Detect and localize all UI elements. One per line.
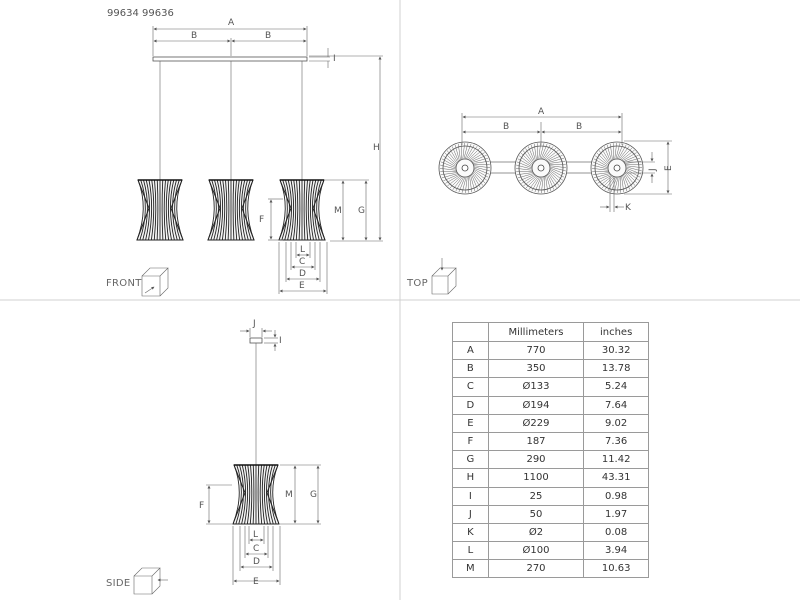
dim-label-A-front: A <box>228 18 235 28</box>
top-view-label: TOP <box>407 278 428 289</box>
table-cell-in: 30.32 <box>584 342 649 360</box>
table-row <box>453 469 649 487</box>
table-header-dim <box>453 323 489 342</box>
dim-label-D-front: D <box>299 269 306 279</box>
dim-label-E-side: E <box>253 577 259 587</box>
table-row <box>453 432 649 450</box>
dim-label-I-front: I <box>333 54 336 64</box>
table-row <box>453 505 649 523</box>
table-cell-dim: L <box>453 542 489 560</box>
dim-label-K-top: K <box>625 203 631 213</box>
table-cell-dim: E <box>453 414 489 432</box>
front-view-cube-icon <box>142 268 168 296</box>
table-cell-dim: C <box>453 378 489 396</box>
table-cell-mm: 1100 <box>488 469 584 487</box>
top-view <box>406 107 674 294</box>
table-cell-in: 0.98 <box>584 487 649 505</box>
table-row <box>453 360 649 378</box>
table-cell-dim: I <box>453 487 489 505</box>
dim-label-F-side: F <box>199 501 205 511</box>
table-row <box>453 523 649 541</box>
table-cell-dim: B <box>453 360 489 378</box>
model-numbers: 99634 99636 <box>107 8 174 19</box>
table-row <box>453 342 649 360</box>
pendant-shade-3 <box>279 180 325 240</box>
dim-label-J-top: J <box>648 168 658 171</box>
table-cell-dim: K <box>453 523 489 541</box>
table-cell-in: 5.24 <box>584 378 649 396</box>
dim-label-B2-front: B <box>265 31 272 41</box>
table-cell-dim: G <box>453 451 489 469</box>
dim-label-E-top: E <box>664 165 674 171</box>
table-cell-mm: 50 <box>488 505 584 523</box>
table-cell-dim: M <box>453 560 489 578</box>
table-cell-dim: A <box>453 342 489 360</box>
dim-label-B1-top: B <box>503 122 510 132</box>
dimensions-table <box>452 322 649 578</box>
table-body <box>453 342 649 578</box>
top-shade-3 <box>591 142 643 194</box>
side-pendant-shade <box>233 465 279 524</box>
table-cell-mm: 270 <box>488 560 584 578</box>
table-cell-mm: Ø2 <box>488 523 584 541</box>
dim-label-H-front: H <box>373 143 380 153</box>
table-cell-mm: Ø229 <box>488 414 584 432</box>
table-cell-in: 7.36 <box>584 432 649 450</box>
dim-label-G-front: G <box>358 206 365 216</box>
dim-label-C-front: C <box>299 257 306 267</box>
table-cell-in: 7.64 <box>584 396 649 414</box>
dim-label-F-front: F <box>259 215 265 225</box>
table-cell-mm: Ø194 <box>488 396 584 414</box>
dim-label-B2-top: B <box>576 122 583 132</box>
dim-label-M-side: M <box>285 490 293 500</box>
dim-label-L-side: L <box>253 530 259 540</box>
table-cell-dim: H <box>453 469 489 487</box>
top-shade-1 <box>439 142 491 194</box>
table-cell-mm: 350 <box>488 360 584 378</box>
table-cell-mm: 187 <box>488 432 584 450</box>
table-row <box>453 542 649 560</box>
table-cell-mm: Ø100 <box>488 542 584 560</box>
dim-label-A-top: A <box>538 107 545 117</box>
top-shade-2 <box>515 142 567 194</box>
table-row <box>453 487 649 505</box>
table-cell-mm: Ø133 <box>488 378 584 396</box>
pendant-shade-2 <box>208 180 254 240</box>
table-cell-in: 0.08 <box>584 523 649 541</box>
table-cell-mm: 25 <box>488 487 584 505</box>
front-view-label: FRONT <box>106 278 142 289</box>
front-view <box>106 18 383 296</box>
table-row <box>453 560 649 578</box>
side-view-label: SIDE <box>106 578 131 589</box>
dim-label-M-front: M <box>334 206 342 216</box>
table-cell-in: 3.94 <box>584 542 649 560</box>
table-row <box>453 396 649 414</box>
dim-label-B1-front: B <box>191 31 198 41</box>
table-cell-dim: D <box>453 396 489 414</box>
dim-label-D-side: D <box>253 557 260 567</box>
dim-label-G-side: G <box>310 490 317 500</box>
table-cell-mm: 770 <box>488 342 584 360</box>
table-cell-in: 1.97 <box>584 505 649 523</box>
dim-label-I-side: I <box>279 336 282 346</box>
side-ceiling-cap <box>250 338 262 343</box>
table-cell-in: 43.31 <box>584 469 649 487</box>
table-row <box>453 378 649 396</box>
table-header-row <box>453 323 649 342</box>
dim-label-L-front: L <box>300 245 306 255</box>
table-row <box>453 414 649 432</box>
table-row <box>453 451 649 469</box>
table-cell-dim: F <box>453 432 489 450</box>
table-cell-dim: J <box>453 505 489 523</box>
side-view-cube-icon <box>134 568 168 594</box>
dim-label-J-side: J <box>253 319 256 329</box>
table-cell-in: 9.02 <box>584 414 649 432</box>
pendant-shade-1 <box>137 180 183 240</box>
table-cell-in: 11.42 <box>584 451 649 469</box>
top-view-cube-icon <box>432 258 456 294</box>
table-cell-in: 13.78 <box>584 360 649 378</box>
table-header-mm: Millimeters <box>488 323 584 342</box>
dim-label-E-front: E <box>299 281 305 291</box>
table-cell-mm: 290 <box>488 451 584 469</box>
ceiling-bar <box>153 57 307 61</box>
side-view <box>106 319 321 594</box>
table-cell-in: 10.63 <box>584 560 649 578</box>
dim-label-C-side: C <box>253 544 260 554</box>
table-header-in: inches <box>584 323 649 342</box>
